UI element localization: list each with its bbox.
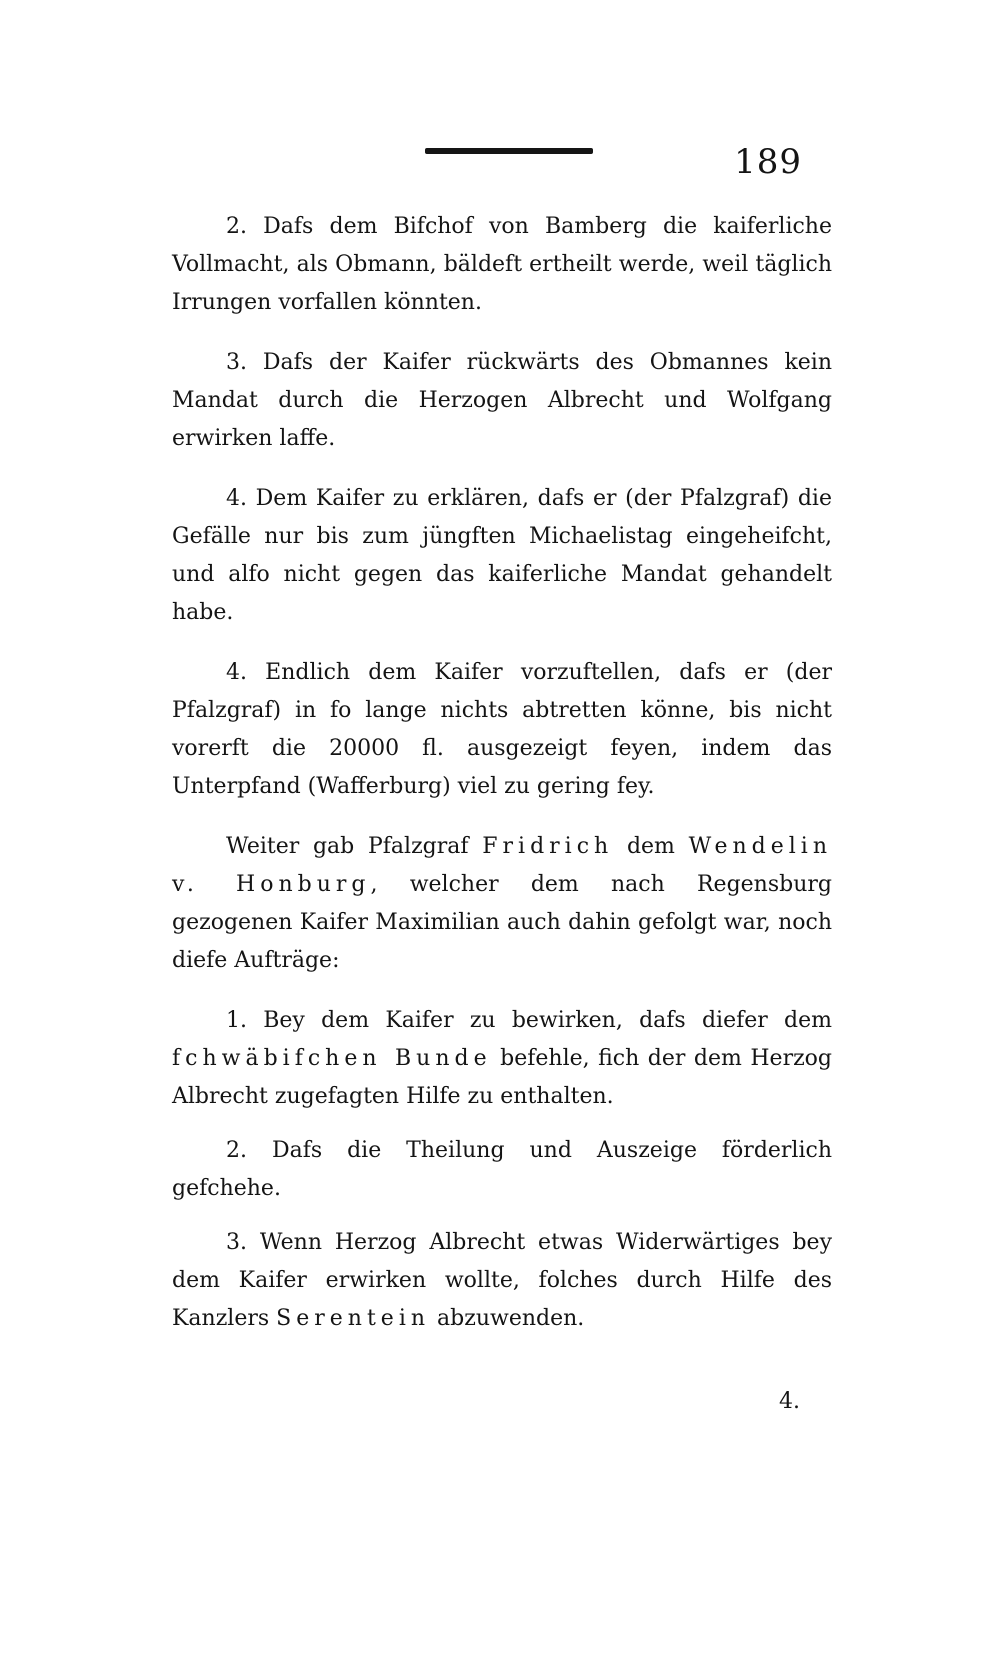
text-run: befehle, fich der dem Herzog Albrecht zugefagten Hilfe zu enthalten. — [172, 1046, 833, 1109]
text-run: 2. Dafs die Theilung und Auszeige förderlich gefchehe. — [172, 1138, 832, 1201]
text-run: 2. Dafs dem Bifchof von Bamberg die kaiferliche Vollmacht, als Obmann, bäldeft ertheilt werde, weil täglich Irrungen vorfallen könnten. — [172, 214, 832, 315]
body-text — [172, 208, 832, 1360]
paragraph-auftrag-3 — [172, 1224, 832, 1338]
spaced-name: Wendelin v. Honburg — [172, 834, 832, 897]
text-run: , welcher dem nach Regensburg gezogenen Kaifer Maximilian auch dahin gefolgt war, noch diefe Aufträge: — [172, 872, 832, 973]
text-run: 3. Wenn Herzog Albrecht etwas Widerwärtiges bey dem Kaifer erwirken wollte, folches durch Hilfe des Kanzlers — [172, 1230, 832, 1331]
spaced-name: fchwäbifchen Bunde — [172, 1046, 492, 1071]
spaced-name: Serentein — [276, 1306, 431, 1331]
paragraph-item-3 — [172, 344, 832, 458]
text-run: dem — [613, 834, 689, 859]
header-rule — [425, 148, 593, 154]
text-run: 4. Dem Kaifer zu erklären, dafs er (der Pfalzgraf) die Gefälle nur bis zum jüngften Michaelistag eingeheifcht, und alfo nicht gegen das kaiferliche Mandat gehandelt habe. — [172, 486, 832, 625]
text-run: 4. Endlich dem Kaifer vorzuftellen, dafs er (der Pfalzgraf) in fo lange nichts abtretten könne, bis nicht vorerft die 20000 fl. ausgezeigt feyen, indem das Unterpfand (Wafferburg) viel zu gering fey. — [172, 660, 832, 799]
paragraph-auftrag-1 — [172, 1002, 832, 1116]
paragraph-item-4a — [172, 480, 832, 632]
text-run: 1. Bey dem Kaifer zu bewirken, dafs diefer dem — [226, 1008, 832, 1033]
paragraph-item-4b — [172, 654, 832, 806]
text-run: abzuwenden. — [430, 1306, 585, 1331]
text-run: Weiter gab Pfalzgraf — [226, 834, 483, 859]
catchword: 4. — [779, 1389, 800, 1414]
paragraph-item-2 — [172, 208, 832, 322]
paragraph-auftrag-2 — [172, 1132, 832, 1208]
page-number: 189 — [734, 142, 802, 182]
spaced-name: Fridrich — [482, 834, 614, 859]
paragraph-weiter — [172, 828, 832, 980]
text-run: 3. Dafs der Kaifer rückwärts des Obmannes kein Mandat durch die Herzogen Albrecht und Wolfgang erwirken laffe. — [172, 350, 832, 451]
